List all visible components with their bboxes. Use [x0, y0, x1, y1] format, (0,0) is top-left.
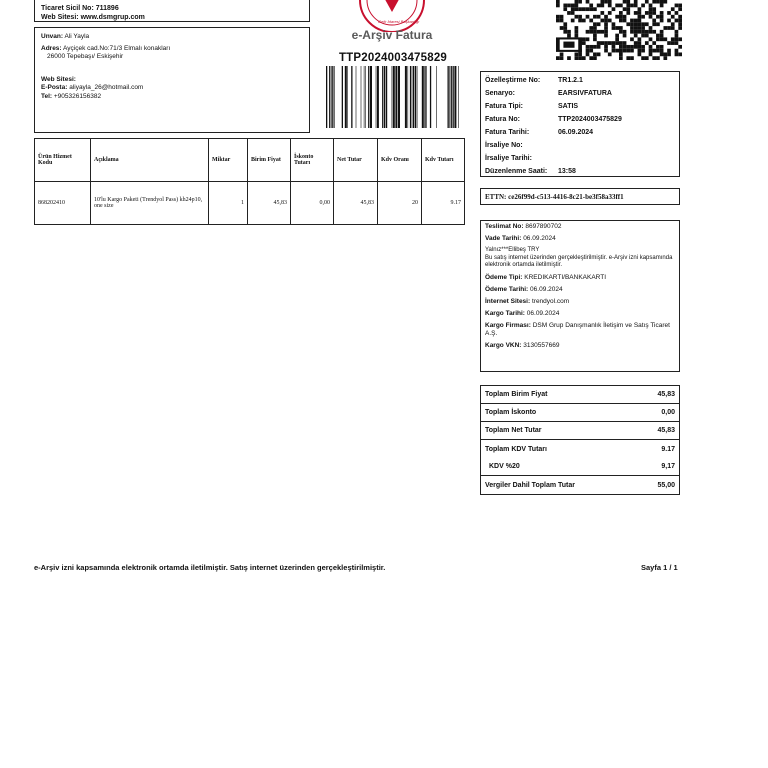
- info-row: [485, 113, 675, 126]
- col-product-code: Ürün Hizmet Kodu: [35, 139, 91, 182]
- cargo-company-value: DSM Grup Danışmanlık İletişim ve Satış Ticaret A.Ş.: [485, 321, 670, 337]
- buyer-address-line1: Ayçiçek cad.No:71/3 Elmalı konakları: [63, 44, 171, 52]
- total-row-net: [481, 422, 679, 440]
- logo-title: e-Arşiv Fatura: [351, 28, 433, 42]
- cell-description: 10'lu Kargo Paketi (Trendyol Pass) kh24p10, one size: [91, 182, 209, 225]
- info-value: SATIS: [558, 103, 579, 110]
- info-value: 13:58: [558, 168, 576, 175]
- total-value: 9.17: [661, 445, 675, 453]
- cargo-date-value: 06.09.2024: [526, 309, 560, 317]
- seller-website-line: [41, 13, 303, 22]
- table-row: [35, 182, 465, 225]
- footer-note: e-Arşiv izni kapsamında elektronik ortamda iletilmiştir. Satış internet üzerinden gerçekleştirilmiştir.: [34, 563, 386, 572]
- website-line: [485, 298, 675, 306]
- total-value: 45,83: [657, 427, 675, 434]
- total-label: Toplam İskonto: [485, 409, 537, 416]
- ettn-box: ETTN: ce26f99d-c513-4416-8c21-be3f58a33ff1: [480, 188, 680, 205]
- buyer-title-label: Unvan:: [41, 33, 64, 40]
- cell-vat-amount: 9.17: [422, 182, 465, 225]
- total-value: 0,00: [661, 409, 675, 416]
- col-vat-rate: Kdv Oranı: [378, 139, 422, 182]
- col-discount: İskonto Tutarı: [291, 139, 334, 182]
- buyer-title-value: Ali Yayla: [64, 33, 90, 40]
- cell-unit-price: 45,83: [248, 182, 291, 225]
- total-row-discount: [481, 404, 679, 422]
- cargo-date-line: [485, 310, 675, 318]
- trade-registry-label: Ticaret Sicil No:: [41, 5, 94, 12]
- buyer-address-line: [41, 45, 303, 54]
- due-date-value: 06.09.2024: [523, 235, 556, 242]
- buyer-phone-line: [41, 93, 303, 102]
- cell-vat-rate: 20: [378, 182, 422, 225]
- items-table: [34, 138, 465, 225]
- cargo-vkn-line: [485, 342, 675, 350]
- total-value: 45,83: [657, 391, 675, 398]
- payment-type-label: Ödeme Tipi:: [485, 273, 523, 281]
- buyer-phone-label: Tel:: [41, 92, 53, 100]
- delivery-no-value: 8697890702: [525, 223, 562, 230]
- qr-code-icon: [556, 0, 682, 60]
- gib-logo: [350, 0, 434, 52]
- trade-registry-line: [41, 4, 303, 13]
- delivery-note: Bu satış internet üzerinden gerçekleştirilmiştir. e-Arşiv izni kapsamında elektronik ortamda iletilmiştir.: [485, 254, 673, 268]
- cargo-company-label: Kargo Firması:: [485, 321, 531, 329]
- total-row-vat-rate: [481, 458, 679, 476]
- info-row: [485, 87, 675, 100]
- info-label: Senaryo:: [485, 90, 515, 97]
- col-description: Açıklama: [91, 139, 209, 182]
- info-row: [485, 139, 675, 152]
- cell-quantity: 1: [209, 182, 248, 225]
- payment-date-line: [485, 286, 675, 294]
- total-label: KDV %20: [489, 463, 520, 470]
- delivery-no-label: Teslimat No:: [485, 223, 524, 230]
- buyer-phone-value: +905326156382: [53, 92, 102, 100]
- info-row: [485, 100, 675, 113]
- payment-date-label: Ödeme Tarihi:: [485, 285, 529, 293]
- info-label: İrsaliye Tarihi:: [485, 155, 532, 162]
- total-row-grand-total: [481, 476, 679, 494]
- payment-type-line: [485, 274, 675, 282]
- col-net-amount: Net Tutar: [334, 139, 378, 182]
- barcode-icon: [326, 66, 459, 128]
- total-label: Toplam Net Tutar: [485, 427, 542, 434]
- payment-date-value: 06.09.2024: [530, 285, 563, 293]
- trade-registry-value: 711896: [95, 5, 119, 12]
- page-number: Sayfa 1 / 1: [641, 563, 678, 572]
- info-value: TTP2024003475829: [558, 116, 622, 123]
- gib-ring-text: Gelir İdaresi Başkanlığı: [378, 19, 420, 24]
- cargo-vkn-label: Kargo VKN:: [485, 341, 522, 349]
- buyer-website-label: Web Sitesi:: [41, 75, 76, 83]
- info-value: TR1.2.1: [558, 77, 583, 84]
- total-row-vat: [481, 440, 679, 458]
- cell-product-code: 868202410: [35, 182, 91, 225]
- total-value: 55,00: [657, 481, 675, 489]
- buyer-address-label: Adres:: [41, 44, 62, 52]
- items-header-row: [35, 139, 465, 182]
- info-row: [485, 165, 675, 178]
- buyer-email-label: E-Posta:: [41, 84, 68, 91]
- cell-net-amount: 45,83: [334, 182, 378, 225]
- col-unit-price: Birim Fiyat: [248, 139, 291, 182]
- buyer-info-box: [34, 27, 310, 133]
- cell-discount: 0,00: [291, 182, 334, 225]
- due-date-label: Vade Tarihi:: [485, 235, 522, 242]
- info-row: [485, 74, 675, 87]
- invoice-info-box: [480, 71, 680, 177]
- cargo-company-line: [485, 322, 675, 338]
- info-row: [485, 152, 675, 165]
- buyer-email-value: aliyayla_26@hotmail.com: [69, 84, 144, 91]
- cargo-vkn-value: 3130557669: [523, 341, 560, 349]
- info-label: İrsaliye No:: [485, 142, 523, 149]
- info-value: 06.09.2024: [558, 129, 594, 136]
- cargo-date-label: Kargo Tarihi:: [485, 309, 525, 317]
- seller-info-box: [34, 0, 310, 22]
- info-label: Düzenlenme Saati:: [485, 168, 548, 175]
- amount-in-words: Yalnız***Ellibeş TRY: [485, 247, 540, 253]
- website-label: İnternet Sitesi:: [485, 297, 531, 305]
- buyer-address-line2: 26000 Tepebaşı/ Eskişehir: [47, 53, 124, 60]
- info-label: Fatura Tipi:: [485, 103, 523, 110]
- col-vat-amount: Kdv Tutarı: [422, 139, 465, 182]
- buyer-title-line: [41, 33, 303, 42]
- info-label: Özelleştirme No:: [485, 77, 541, 84]
- delivery-info-box: [480, 220, 680, 372]
- total-label: Vergiler Dahil Toplam Tutar: [485, 481, 575, 489]
- info-value: EARSIVFATURA: [558, 90, 612, 97]
- info-label: Fatura Tarihi:: [485, 129, 530, 136]
- info-label: Fatura No:: [485, 116, 520, 123]
- total-value: 9,17: [661, 463, 675, 470]
- total-label: Toplam KDV Tutarı: [485, 445, 547, 453]
- seller-website-label: Web Sitesi:: [41, 14, 79, 21]
- invoice-code-heading: TTP2024003475829: [338, 52, 448, 64]
- totals-box: [480, 385, 680, 495]
- due-date-line: [485, 235, 675, 243]
- buyer-email-line: [41, 84, 303, 93]
- seller-website-value: www.dsmgrup.com: [80, 14, 145, 21]
- delivery-no-line: [485, 223, 675, 231]
- info-row: [485, 126, 675, 139]
- total-row-unit-price: [481, 386, 679, 404]
- col-quantity: Miktar: [209, 139, 248, 182]
- payment-type-value: KREDIKARTI/BANKAKARTI: [524, 273, 607, 281]
- total-label: Toplam Birim Fiyat: [485, 391, 548, 398]
- website-value: trendyol.com: [531, 297, 570, 305]
